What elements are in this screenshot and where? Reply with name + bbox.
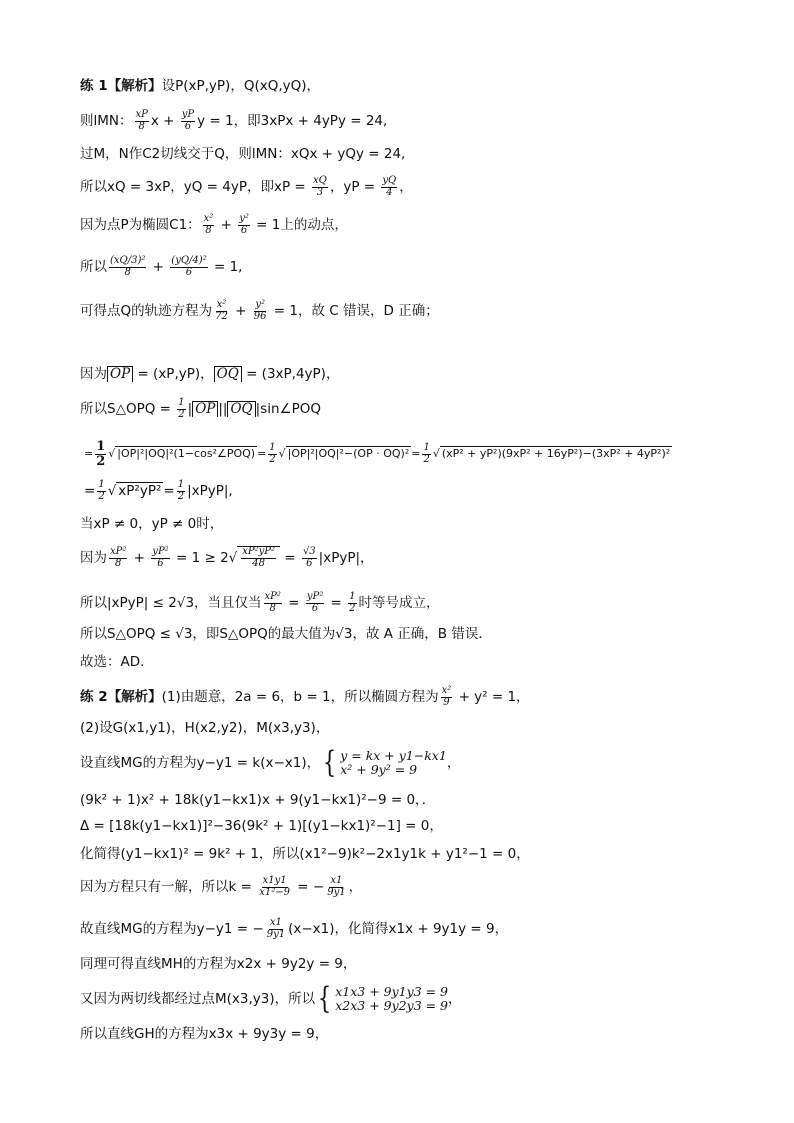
ex1-line-16: 故选：AD． <box>80 654 154 670</box>
fraction: $\frac{xQ}{3}$ <box>312 175 327 198</box>
fraction: $\frac{1}{2}$ <box>269 442 276 465</box>
equation-system: { y = kx + y1−kx1 x² + 9y² = 9 <box>322 745 447 780</box>
fraction: $\frac{\text{(xQ/3)²}}{8}$ <box>110 255 146 278</box>
ex2-line-8: 故直线MG的方程为y−y1 = − $\frac{x1}{9y1}$ (x−x1)，化简得x1x + 9y1y = 9， <box>80 917 509 940</box>
ex1-line-10: = $\frac{1}{2}$ √ |OP|²|OQ|²(1−cos²∠POQ) = $\frac{1}{2}$ √ |OP|²|OQ|²−(OP · OQ)² = $\frac{1}{2}$ √ (xP² + yP²)(9xP² + 16yP²)−(3xP² + 4yP²)² <box>84 439 671 469</box>
ex1-line-7: 可得点Q的轨迹方程为 $\frac{\text{x²}}{72}$ + $\frac{\text{y²}}{96}$ = 1，故 C 错误，D 正确； <box>80 299 439 322</box>
fraction: $\frac{1}{2}$ <box>178 397 185 420</box>
ex2-line-1: 练 2【解析】(1)由题意，2a = 6，b = 1，所以椭圆方程为 $\frac{\text{x²}}{9}$ + y² = 1， <box>80 685 530 708</box>
fraction: $\frac{\text{yP²}}{6}$ <box>152 546 169 569</box>
fraction: $\frac{1}{2}$ <box>98 479 105 502</box>
fraction: $\frac{x1y1}{\text{x1²−9}}$ <box>259 875 290 898</box>
ex2-line-6: 化简得(y1−kx1)² = 9k² + 1，所以(x1²−9)k²−2x1y1k + y1²−1 = 0， <box>80 846 530 862</box>
fraction: $\frac{xP}{8}$ <box>135 109 148 132</box>
fraction: $\frac{√3}{6}$ <box>302 546 316 569</box>
fraction: $\frac{x1}{9y1}$ <box>266 917 286 940</box>
ex1-line-3: 过M，N作C2切线交于Q，则lMN：xQx + yQy = 24, <box>80 146 406 162</box>
fraction: $\frac{x1}{9y1}$ <box>327 875 346 898</box>
ex1-line-6: 所以 $\frac{\text{(xQ/3)²}}{8}$ + $\frac{\text{(yQ/4)²}}{6}$ = 1, <box>80 255 243 278</box>
sqrt-expression: |OP|²|OQ|²(1−cos²∠POQ) <box>117 447 256 461</box>
ex1-line-9: 所以S△OPQ = $\frac{1}{2}$ | OP || OQ |sin∠POQ <box>80 397 322 420</box>
ex2-line-5: Δ = [18k(y1−kx1)]²−36(9k² + 1)[(y1−kx1)²−1] = 0， <box>80 818 443 834</box>
ex2-line-7: 因为方程只有一解，所以k = $\frac{x1y1}{\text{x1²−9}}$ = − $\frac{x1}{9y1}$ ， <box>80 875 363 898</box>
ex2-line-10: 又因为两切线都经过点M(x3,y3)，所以 { x1x3 + 9y1y3 = 9 x2x3 + 9y2y3 = 9 ， <box>80 981 462 1016</box>
ex1-line-4: 所以xQ = 3xP，yQ = 4yP，即xP = $\frac{xQ}{3}$ ，yP = $\frac{yQ}{4}$ ， <box>80 175 413 198</box>
fraction: $\frac{1}{2}$ <box>423 442 430 465</box>
ex1-heading: 练 1【解析】 <box>80 78 162 94</box>
ex2-heading: 练 2【解析】 <box>80 689 162 705</box>
fraction: $\frac{\text{y²}}{96}$ <box>253 299 267 322</box>
ex1-line-14: 所以|xPyP| ≤ 2√3，当且仅当 $\frac{\text{xP²}}{8}$ = $\frac{\text{yP²}}{6}$ = $\frac{1}{2}$ 时等号成立， <box>80 591 440 614</box>
ex1-line-5: 因为点P为椭圆C1： $\frac{\text{x²}}{8}$ + $\frac{\text{y²}}{6}$ = 1上的动点， <box>80 213 348 236</box>
vector-op: OP <box>107 366 133 382</box>
sqrt-expression: (xP² + yP²)(9xP² + 16yP²)−(3xP² + 4yP²)² <box>441 447 671 461</box>
fraction: $\frac{\text{xP²yP²}}{48}$ <box>242 546 276 569</box>
fraction: $\frac{\text{xP²}}{8}$ <box>110 546 127 569</box>
ex1-line-15: 所以S△OPQ ≤ √3，即S△OPQ的最大值为√3，故 A 正确，B 错误． <box>80 626 492 642</box>
fraction: $\frac{\text{x²}}{72}$ <box>215 299 228 322</box>
fraction: $\frac{1}{2}$ <box>177 479 185 502</box>
ex2-line-11: 所以直线GH的方程为x3x + 9y3y = 9， <box>80 1026 329 1042</box>
fraction: $\frac{yQ}{4}$ <box>382 175 397 198</box>
ex2-line-4: (9k² + 1)x² + 18k(y1−kx1)x + 9(y1−kx1)²−9 = 0，． <box>80 792 436 808</box>
ex1-line-8: 因为 OP = (xP,yP)， OQ = (3xP,4yP)， <box>80 366 340 382</box>
fraction: $\frac{\text{xP²}}{8}$ <box>264 591 281 614</box>
fraction: $\frac{\text{x²}}{9}$ <box>441 685 452 708</box>
ex2-line-3: 设直线MG的方程为y−y1 = k(x−x1)， { y = kx + y1−kx1 x² + 9y² = 9 ， <box>80 745 461 780</box>
fraction: $\frac{yP}{6}$ <box>181 109 195 132</box>
fraction: $\frac{\text{(yQ/4)²}}{6}$ <box>171 255 207 278</box>
ex1-line-2: 则lMN： $\frac{xP}{8}$ x + $\frac{yP}{6}$ y = 1，即3xPx + 4yPy = 24, <box>80 109 388 132</box>
ex2-line-9: 同理可得直线MH的方程为x2x + 9y2y = 9， <box>80 956 357 972</box>
fraction: $\frac{1}{2}$ <box>96 439 106 469</box>
ex1-line-12: 当xP ≠ 0，yP ≠ 0时， <box>80 516 224 532</box>
ex1-line-13: 因为 $\frac{\text{xP²}}{8}$ + $\frac{\text{yP²}}{6}$ = 1 ≥ 2√ $\frac{\text{xP²yP²}}{48}$ = $\frac{√3}{6}$ |xPyP|， <box>80 546 374 569</box>
fraction: $\frac{\text{yP²}}{6}$ <box>306 591 324 614</box>
fraction: $\frac{\text{x²}}{8}$ <box>203 213 214 236</box>
vector-oq: OQ <box>214 366 242 382</box>
sqrt-expression: |OP|²|OQ|²−(OP · OQ)² <box>287 447 410 461</box>
ex1-line-1: 练 1【解析】设P(xP,yP)，Q(xQ,yQ)， <box>80 78 321 94</box>
equation-system: { x1x3 + 9y1y3 = 9 x2x3 + 9y2y3 = 9 <box>318 981 449 1016</box>
ex2-line-2: (2)设G(x1,y1)，H(x2,y2)，M(x3,y3)， <box>80 720 330 736</box>
fraction: $\frac{1}{2}$ <box>349 591 356 614</box>
ex1-line-11: = $\frac{1}{2}$ √ xP²yP² = $\frac{1}{2}$ |xPyP|, <box>84 479 233 502</box>
fraction: $\frac{\text{y²}}{6}$ <box>239 213 249 236</box>
